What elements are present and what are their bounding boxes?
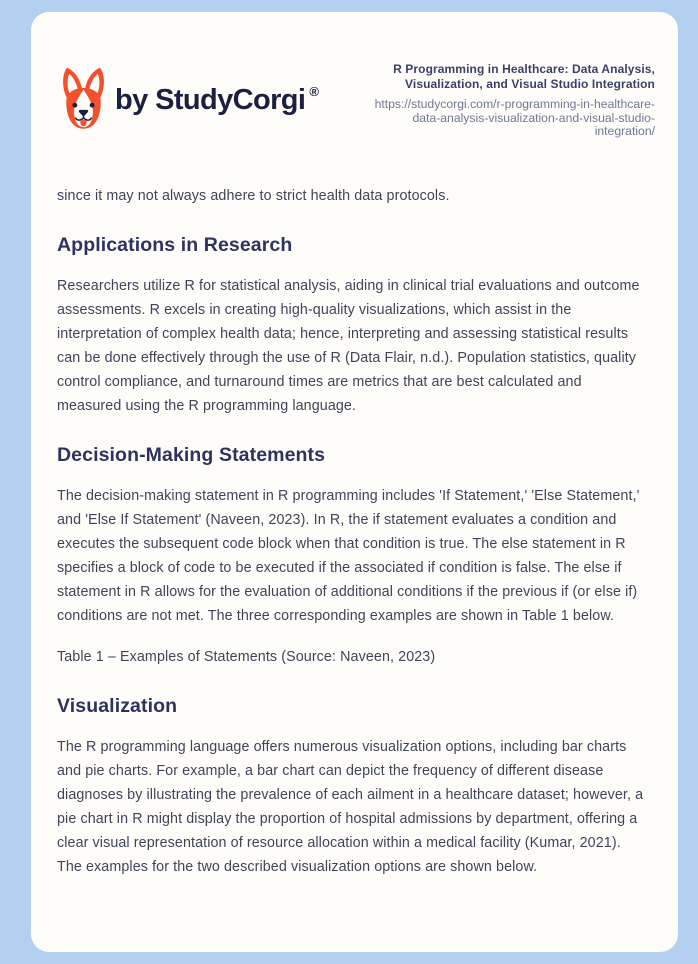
section-heading-decision-making-statements: Decision-Making Statements [57,443,326,466]
section-heading-applications-in-research: Applications in Research [57,233,293,256]
document-meta [369,62,655,139]
document-card [31,12,678,952]
section-paragraph-applications: Researchers utilize R for statistical analysis, aiding in clinical trial evaluations and outcome assessments. R excels in creating high-quality visualizations, which assist in the interpretation of complex health data; hence, interpreting and assessing statistical results can be done effectively through the use of R (Data Flair, n.d.). Population statistics, quality control compliance, and turnaround times are metrics that are best calculated and measured using the R programming language. [57,277,640,414]
brand-name-text: by StudyCorgi [115,83,306,116]
document-header [31,12,678,139]
section-heading-visualization: Visualization [57,694,178,717]
document-title: R Programming in Healthcare: Data Analysis, Visualization, and Visual Studio Integration [393,62,655,91]
brand-name [115,84,319,117]
document-body [31,139,678,879]
registered-trademark: ® [309,84,319,100]
section-paragraph-visualization: The R programming language offers numerous visualization options, including bar charts and pie charts. For example, a bar chart can depict the frequency of different disease diagnoses by illustrating the prevalence of each ailment in a healthcare dataset; however, a pie chart in R might display the proportion of hospital admissions by department, offering a clear visual representation of resource allocation within a medical facility (Kumar, 2021). The examples for the two described visualization options are shown below. [57,738,644,875]
intro-paragraph: since it may not always adhere to strict health data protocols. [57,187,450,204]
document-url-link[interactable]: https://studycorgi.com/r-programming-in-healthcare-data-analysis-visualization-and-visual-studio-integration/ [374,97,655,138]
corgi-logo-icon [60,66,107,135]
section-paragraph-decision-making: The decision-making statement in R programming includes 'If Statement,' 'Else Statement,' and 'Else If Statement' (Naveen, 2023). In R, the if statement evaluates a condition and executes the subsequent code block when that condition is true. The else statement in R specifies a block of code to be executed if the associated if condition is false. The else if statement in R allows for the evaluation of additional conditions if the previous if (or else if) conditions are not met. The three corresponding examples are shown in Table 1 below. [57,487,640,624]
table-caption: Table 1 – Examples of Statements (Source: Naveen, 2023) [57,648,436,665]
brand [60,66,319,135]
